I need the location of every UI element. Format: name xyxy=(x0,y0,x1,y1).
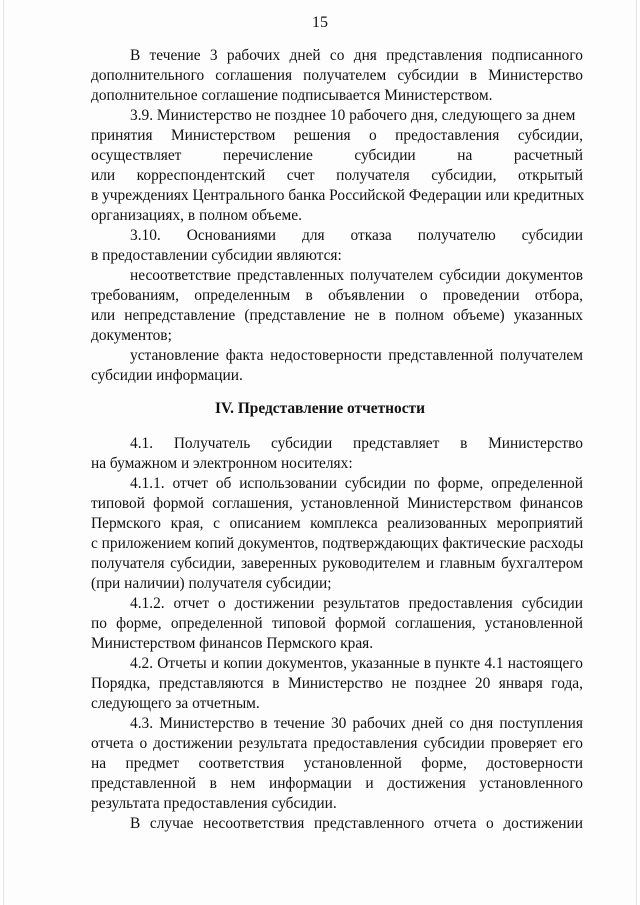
text-line: 4.2. Отчеты и копии документов, указанные в пункте 4.1 настоящего xyxy=(130,655,583,672)
scan-edge-left xyxy=(3,0,4,905)
text-line: Порядка, представляются в Министерство не позднее 20 января года, xyxy=(91,675,583,692)
text-line: в учреждениях Центрального банка Российской Федерации или кредитных xyxy=(91,187,585,204)
text-line: или корреспондентский счет получателя субсидии, открытый xyxy=(91,167,583,184)
text-line: с приложением копий документов, подтверждающих фактические расходы xyxy=(91,535,584,552)
text-line: В течение 3 рабочих дней со дня представления подписанного xyxy=(130,47,583,64)
text-line: несоответствие представленных получателем субсидии документов xyxy=(130,267,583,284)
text-line: организациях, в полном объеме. xyxy=(91,207,302,224)
section-heading: IV. Представление отчетности xyxy=(215,400,425,417)
text-line: установление факта недостоверности представленной получателем xyxy=(130,347,583,364)
text-line: 3.9. Министерство не позднее 10 рабочего дня, следующего за днем xyxy=(130,107,576,124)
text-line: осуществляет перечисление субсидии на расчетный xyxy=(91,147,583,164)
text-line: отчета о достижении результата предоставления субсидии проверяет его xyxy=(91,735,583,752)
text-line: 4.3. Министерство в течение 30 рабочих дней со дня поступления xyxy=(130,715,583,732)
text-line: по форме, определенной типовой формой соглашения, установленной xyxy=(91,615,583,632)
text-line: требованиям, определенным в объявлении о проведении отбора, xyxy=(91,287,583,304)
text-line: Министерством финансов Пермского края. xyxy=(91,635,374,652)
text-line: на предмет соответствия установленной форме, достоверности xyxy=(91,755,583,772)
text-line: 4.1.1. отчет об использовании субсидии по форме, определенной xyxy=(130,475,583,492)
text-line: субсидии информации. xyxy=(91,367,243,384)
text-line: принятия Министерством решения о предоставления субсидии, xyxy=(91,127,583,144)
text-line: Пермского края, с описанием комплекса реализованных мероприятий xyxy=(91,515,583,532)
text-line: 4.1.2. отчет о достижении результатов предоставления субсидии xyxy=(130,595,583,612)
text-line: 4.1. Получатель субсидии представляет в Министерство xyxy=(130,435,583,452)
text-line: на бумажном и электронном носителях: xyxy=(91,455,353,472)
text-line: дополнительного соглашения получателем субсидии в Министерство xyxy=(91,67,583,84)
page-number: 15 xyxy=(312,14,328,31)
text-line: в предоставлении субсидии являются: xyxy=(91,247,342,264)
text-line: документов; xyxy=(91,327,172,344)
text-line: В случае несоответствия представленного отчета о достижении xyxy=(130,815,583,832)
text-line: представленной в нем информации и достижения установленного xyxy=(91,775,583,792)
text-line: типовой формой соглашения, установленной Министерством финансов xyxy=(91,495,583,512)
text-line: 3.10. Основаниями для отказа получателю субсидии xyxy=(130,227,583,244)
text-line: (при наличии) получателя субсидии; xyxy=(91,575,332,592)
scan-edge-right xyxy=(636,0,637,905)
text-line: следующего за отчетным. xyxy=(91,695,260,712)
text-line: дополнительное соглашение подписывается Министерством. xyxy=(91,87,493,104)
text-line: или непредставление (представление не в полном объеме) указанных xyxy=(91,307,583,324)
text-line: получателя субсидии, заверенных руководителем и главным бухгалтером xyxy=(91,555,583,572)
text-line: результата предоставления субсидии. xyxy=(91,795,337,812)
